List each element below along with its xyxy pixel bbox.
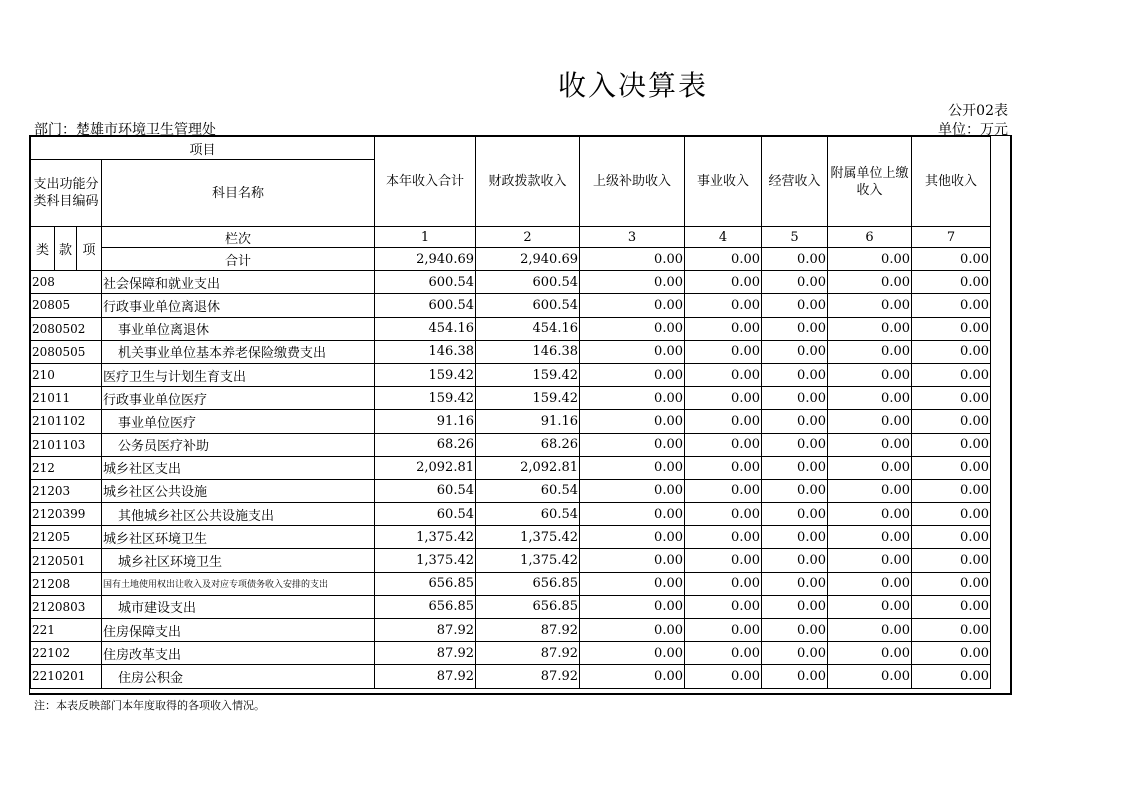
- row-value: 0.00: [762, 363, 828, 386]
- row-value: 454.16: [476, 317, 580, 340]
- row-value: 0.00: [580, 410, 685, 433]
- row-value: 0.00: [685, 549, 762, 572]
- row-value: 68.26: [476, 433, 580, 456]
- row-value: 60.54: [476, 479, 580, 502]
- row-subject-name: 行政事业单位离退休: [102, 294, 375, 317]
- row-value: 0.00: [912, 317, 991, 340]
- row-value: 0.00: [685, 665, 762, 688]
- row-value: 0.00: [685, 294, 762, 317]
- row-value: 0.00: [762, 317, 828, 340]
- row-value: 146.38: [375, 340, 476, 363]
- row-value: 0.00: [685, 340, 762, 363]
- total-row: [31, 248, 991, 271]
- row-value: 0.00: [828, 665, 912, 688]
- header-subject-name: 科目名称: [102, 160, 375, 227]
- row-value: 0.00: [580, 340, 685, 363]
- total-cell: 0.00: [762, 248, 828, 271]
- row-value: 600.54: [375, 271, 476, 294]
- row-value: 0.00: [685, 595, 762, 618]
- row-value: 0.00: [912, 526, 991, 549]
- total-label: 合计: [102, 248, 375, 271]
- row-value: 0.00: [828, 433, 912, 456]
- row-value: 0.00: [685, 572, 762, 595]
- table-row: [31, 433, 991, 456]
- row-value: 0.00: [580, 456, 685, 479]
- row-value: 0.00: [762, 294, 828, 317]
- page-title: 收入决算表: [557, 69, 708, 102]
- row-value: 0.00: [912, 294, 991, 317]
- row-value: 0.00: [685, 433, 762, 456]
- row-value: 0.00: [580, 526, 685, 549]
- table-row: [31, 271, 991, 294]
- row-value: 0.00: [762, 503, 828, 526]
- row-code: 22102: [31, 642, 102, 665]
- col-num: 1: [375, 227, 476, 248]
- row-value: 0.00: [828, 572, 912, 595]
- row-value: 2,092.81: [375, 456, 476, 479]
- row-value: 0.00: [912, 363, 991, 386]
- row-value: 0.00: [580, 503, 685, 526]
- row-subject-name: 其他城乡社区公共设施支出: [102, 503, 375, 526]
- table-row: [31, 572, 991, 595]
- row-value: 0.00: [685, 271, 762, 294]
- row-code: 2120501: [31, 549, 102, 572]
- row-subject-name: 医疗卫生与计划生育支出: [102, 363, 375, 386]
- row-value: 0.00: [685, 526, 762, 549]
- row-value: 0.00: [912, 410, 991, 433]
- row-value: 159.42: [375, 387, 476, 410]
- income-table: [30, 136, 991, 689]
- row-value: 0.00: [685, 503, 762, 526]
- row-code: 21011: [31, 387, 102, 410]
- row-value: 0.00: [580, 479, 685, 502]
- row-value: 0.00: [912, 456, 991, 479]
- total-cell: 0.00: [580, 248, 685, 271]
- row-value: 656.85: [476, 572, 580, 595]
- row-value: 0.00: [762, 410, 828, 433]
- table-row: [31, 317, 991, 340]
- row-value: 1,375.42: [476, 526, 580, 549]
- table-row: [31, 526, 991, 549]
- row-subject-name: 住房改革支出: [102, 642, 375, 665]
- row-value: 0.00: [828, 526, 912, 549]
- row-code: 208: [31, 271, 102, 294]
- row-value: 0.00: [828, 294, 912, 317]
- header-col-7: 其他收入: [912, 137, 991, 227]
- row-value: 0.00: [762, 456, 828, 479]
- table-row: [31, 642, 991, 665]
- row-value: 0.00: [762, 595, 828, 618]
- row-value: 1,375.42: [375, 526, 476, 549]
- row-value: 0.00: [685, 456, 762, 479]
- row-subject-name: 城乡社区公共设施: [102, 479, 375, 502]
- table-row: [31, 387, 991, 410]
- row-code: 21205: [31, 526, 102, 549]
- row-value: 87.92: [375, 665, 476, 688]
- row-value: 87.92: [476, 619, 580, 642]
- total-cell: 2,940.69: [375, 248, 476, 271]
- row-code: 2120803: [31, 595, 102, 618]
- header-col-3: 上级补助收入: [580, 137, 685, 227]
- header-project: 项目: [31, 137, 375, 160]
- row-value: 600.54: [476, 271, 580, 294]
- department-label: 部门：楚雄市环境卫生管理处: [34, 122, 216, 138]
- header-col-1: 本年收入合计: [375, 137, 476, 227]
- row-value: 0.00: [685, 642, 762, 665]
- header-lei: 类: [31, 227, 55, 271]
- row-value: 0.00: [912, 572, 991, 595]
- header-func-code: 支出功能分类科目编码: [31, 160, 102, 227]
- row-value: 0.00: [762, 549, 828, 572]
- row-code: 20805: [31, 294, 102, 317]
- row-value: 91.16: [476, 410, 580, 433]
- row-value: 0.00: [828, 595, 912, 618]
- row-value: 0.00: [762, 619, 828, 642]
- row-value: 0.00: [828, 410, 912, 433]
- row-subject-name: 社会保障和就业支出: [102, 271, 375, 294]
- row-value: 0.00: [580, 271, 685, 294]
- row-value: 0.00: [685, 387, 762, 410]
- row-value: 0.00: [762, 526, 828, 549]
- row-value: 87.92: [476, 665, 580, 688]
- row-value: 0.00: [828, 387, 912, 410]
- row-value: 600.54: [476, 294, 580, 317]
- row-value: 0.00: [828, 642, 912, 665]
- row-value: 656.85: [375, 572, 476, 595]
- header-kuan: 款: [55, 227, 77, 271]
- row-subject-name: 城乡社区支出: [102, 456, 375, 479]
- row-value: 0.00: [912, 479, 991, 502]
- row-value: 0.00: [762, 433, 828, 456]
- row-value: 0.00: [580, 387, 685, 410]
- total-cell: 0.00: [828, 248, 912, 271]
- row-value: 2,092.81: [476, 456, 580, 479]
- table-row: [31, 595, 991, 618]
- row-value: 87.92: [476, 642, 580, 665]
- row-code: 2080505: [31, 340, 102, 363]
- row-value: 0.00: [828, 317, 912, 340]
- row-value: 0.00: [580, 619, 685, 642]
- unit-label: 单位：万元: [938, 122, 1008, 138]
- row-value: 0.00: [912, 619, 991, 642]
- row-value: 0.00: [762, 271, 828, 294]
- table-row: [31, 410, 991, 433]
- row-subject-name: 行政事业单位医疗: [102, 387, 375, 410]
- header-xiang: 项: [77, 227, 102, 271]
- row-subject-name: 城市建设支出: [102, 595, 375, 618]
- row-code: 2101103: [31, 433, 102, 456]
- row-value: 656.85: [476, 595, 580, 618]
- table-row: [31, 665, 991, 688]
- col-num: 4: [685, 227, 762, 248]
- row-subject-name: 城乡社区环境卫生: [102, 526, 375, 549]
- row-value: 0.00: [828, 503, 912, 526]
- row-value: 0.00: [580, 665, 685, 688]
- total-cell: 2,940.69: [476, 248, 580, 271]
- row-value: 159.42: [476, 387, 580, 410]
- row-value: 60.54: [375, 503, 476, 526]
- table-row: [31, 619, 991, 642]
- row-value: 0.00: [762, 665, 828, 688]
- row-code: 21203: [31, 479, 102, 502]
- form-code: 公开02表: [948, 103, 1008, 119]
- row-value: 0.00: [912, 503, 991, 526]
- row-value: 0.00: [762, 479, 828, 502]
- row-value: 0.00: [912, 433, 991, 456]
- table-row: [31, 456, 991, 479]
- row-value: 87.92: [375, 642, 476, 665]
- row-subject-name: 事业单位医疗: [102, 410, 375, 433]
- row-value: 91.16: [375, 410, 476, 433]
- row-value: 159.42: [375, 363, 476, 386]
- table-row: [31, 340, 991, 363]
- row-value: 0.00: [912, 271, 991, 294]
- col-num: 7: [912, 227, 991, 248]
- row-value: 87.92: [375, 619, 476, 642]
- col-num: 5: [762, 227, 828, 248]
- row-value: 0.00: [828, 363, 912, 386]
- row-subject-name: 公务员医疗补助: [102, 433, 375, 456]
- col-num: 2: [476, 227, 580, 248]
- row-value: 0.00: [828, 271, 912, 294]
- row-value: 60.54: [476, 503, 580, 526]
- row-value: 0.00: [580, 642, 685, 665]
- row-value: 0.00: [685, 410, 762, 433]
- row-value: 0.00: [912, 642, 991, 665]
- row-value: 0.00: [828, 619, 912, 642]
- total-cell: 0.00: [912, 248, 991, 271]
- header-col-4: 事业收入: [685, 137, 762, 227]
- row-value: 0.00: [762, 642, 828, 665]
- row-code: 2101102: [31, 410, 102, 433]
- row-value: 0.00: [912, 595, 991, 618]
- table-row: [31, 363, 991, 386]
- row-subject-name: 住房公积金: [102, 665, 375, 688]
- row-value: 68.26: [375, 433, 476, 456]
- row-code: 2120399: [31, 503, 102, 526]
- col-num: 3: [580, 227, 685, 248]
- row-value: 0.00: [762, 387, 828, 410]
- row-value: 0.00: [762, 572, 828, 595]
- header-col-2: 财政拨款收入: [476, 137, 580, 227]
- row-value: 0.00: [828, 479, 912, 502]
- row-value: 1,375.42: [375, 549, 476, 572]
- row-value: 0.00: [828, 340, 912, 363]
- row-value: 0.00: [912, 665, 991, 688]
- row-subject-name: 机关事业单位基本养老保险缴费支出: [102, 340, 375, 363]
- row-value: 146.38: [476, 340, 580, 363]
- header-col-6: 附属单位上缴收入: [828, 137, 912, 227]
- row-subject-name: 城乡社区环境卫生: [102, 549, 375, 572]
- row-code: 212: [31, 456, 102, 479]
- row-value: 0.00: [580, 317, 685, 340]
- row-value: 0.00: [580, 363, 685, 386]
- row-value: 0.00: [580, 595, 685, 618]
- row-value: 0.00: [580, 294, 685, 317]
- row-value: 0.00: [685, 479, 762, 502]
- row-value: 0.00: [762, 340, 828, 363]
- row-value: 0.00: [685, 317, 762, 340]
- col-num: 6: [828, 227, 912, 248]
- row-value: 0.00: [912, 340, 991, 363]
- row-value: 0.00: [828, 549, 912, 572]
- table-row: [31, 479, 991, 502]
- row-code: 210: [31, 363, 102, 386]
- row-value: 159.42: [476, 363, 580, 386]
- table-row: [31, 503, 991, 526]
- row-code: 2080502: [31, 317, 102, 340]
- row-value: 0.00: [580, 572, 685, 595]
- total-cell: 0.00: [685, 248, 762, 271]
- header-lanci: 栏次: [102, 227, 375, 248]
- row-value: 0.00: [685, 363, 762, 386]
- row-value: 1,375.42: [476, 549, 580, 572]
- row-value: 0.00: [912, 387, 991, 410]
- row-value: 0.00: [580, 433, 685, 456]
- row-value: 0.00: [580, 549, 685, 572]
- row-code: 2210201: [31, 665, 102, 688]
- row-value: 0.00: [685, 619, 762, 642]
- row-subject-name: 国有土地使用权出让收入及对应专项债务收入安排的支出: [102, 572, 375, 595]
- row-subject-name: 事业单位离退休: [102, 317, 375, 340]
- row-value: 656.85: [375, 595, 476, 618]
- row-code: 221: [31, 619, 102, 642]
- table-row: [31, 294, 991, 317]
- row-value: 60.54: [375, 479, 476, 502]
- row-code: 21208: [31, 572, 102, 595]
- table-row: [31, 549, 991, 572]
- footnote: 注：本表反映部门本年度取得的各项收入情况。: [34, 699, 265, 712]
- row-subject-name: 住房保障支出: [102, 619, 375, 642]
- row-value: 0.00: [828, 456, 912, 479]
- row-value: 454.16: [375, 317, 476, 340]
- row-value: 600.54: [375, 294, 476, 317]
- header-col-5: 经营收入: [762, 137, 828, 227]
- row-value: 0.00: [912, 549, 991, 572]
